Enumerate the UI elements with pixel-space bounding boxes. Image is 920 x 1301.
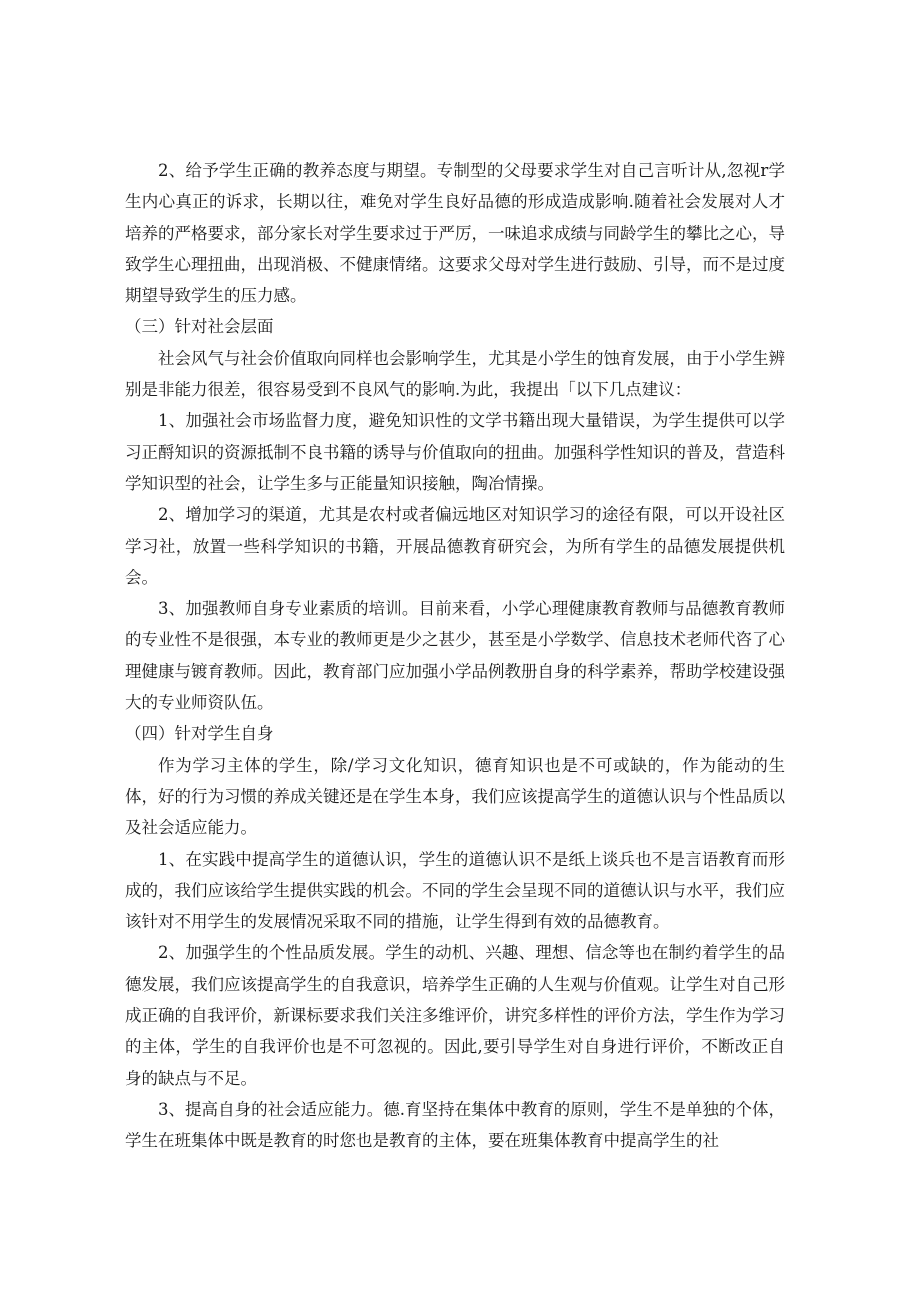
paragraph-learning-channels: 2、增加学习的渠道，尤其是农村或者偏远地区对知识学习的途径有限，可以开设社区学习社，放置一些科学知识的书籍，开展品德教育研究会，为所有学生的品德发展提供机会。 bbox=[125, 505, 785, 587]
paragraph-social-adaptation: 3、提高自身的社会适应能力。德.育坚持在集体中教育的原则，学生不是单独的个体，学生在班集体中既是教育的时您也是教育的主体，要在班集体教育中提高学生的社 bbox=[125, 1099, 785, 1151]
paragraph-society-intro: 社会风气与社会价值取向同样也会影响学生，尤其是小学生的蚀育发展，由于小学生辨别是非能力很差，很容易受到不良风气的影响.为此，我提出「以下几点建议： bbox=[125, 348, 785, 400]
paragraph-moral-practice: 1、在实践中提高学生的道德认识，学生的道德认识不是纸上谈兵也不是言语教育而形成的，我们应该给学生提供实践的机会。不同的学生会呈现不同的道德认识与水平，我们应该针对不用学生的发展情况采取不同的措施，让学生得到有效的品德教育。 bbox=[125, 849, 785, 932]
paragraph-market-supervision: 1、加强社会市场监督力度，避免知识性的文学书籍出现大量错误，为学生提供可以学习正酹知识的资源抵制不良书籍的诱导与价值取向的扭曲。加强科学性知识的普及，营造科学知识型的社会，让学生多与正能量知识接触，陶冶情操。 bbox=[125, 411, 785, 493]
section-heading-society: （三）针对社会层面 bbox=[125, 317, 274, 337]
document-body bbox=[125, 155, 785, 1157]
paragraph-parent-expectations: 2、给予学生正确的教养态度与期望。专制型的父母要求学生对自己言听计从,忽视r学生内心真正的诉求，长期以往，难免对学生良好品德的形成造成影响.随着社会发展对人才培养的严格要求，部分家长对学生要求过于严厉，一味追求成绩与同龄学生的攀比之心，导致学生心理扭曲，出现消极、不健康情绪。这要求父母对学生进行鼓励、引导，而不是过度期望导致学生的压力感。 bbox=[125, 161, 785, 306]
section-heading-students: （四）针对学生自身 bbox=[125, 724, 274, 744]
paragraph-personality-development: 2、加强学生的个性品质发展。学生的动机、兴趣、理想、信念等也在制约着学生的品德发展，我们应该提高学生的自我意识，培养学生正确的人生观与价值观。让学生对自己形成正确的自我评价，新课标要求我们关注多维评价，讲究多样性的评价方法，学生作为学习的主体，学生的自我评价也是不可忽视的。因此,要引导学生对自身进行评价，不断改正自身的缺点与不足。 bbox=[125, 943, 785, 1088]
paragraph-students-intro: 作为学习主体的学生，除/学习文化知识，德育知识也是不可或缺的，作为能动的生体，好的行为习惯的养成关键还是在学生本身，我们应该提高学生的道德认识与个性品质以及社会适应能力。 bbox=[125, 755, 785, 838]
paragraph-teacher-training: 3、加强教师自身专业素质的培训。目前来看，小学心理健康教育教师与品德教育教师的专业性不是很强，本专业的教师更是少之甚少，甚至是小学数学、信息技术老师代咨了心理健康与镀育教师。因此，教育部门应加强小学品例教册自身的科学素养，帮助学校建设强大的专业师资队伍。 bbox=[125, 599, 785, 713]
